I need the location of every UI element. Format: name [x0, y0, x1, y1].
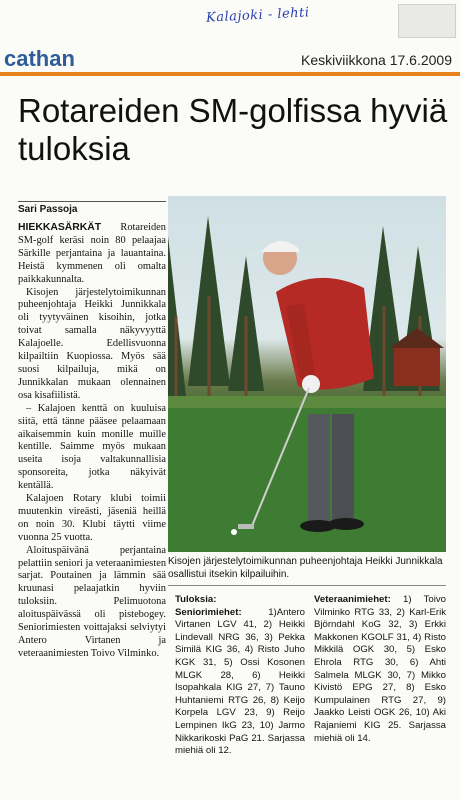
- veterans-results: 1) Toivo Vilminko RTG 33, 2) Karl-Erik Björndahl KoG 32, 3) Erkki Makkonen KGOLF 31, 4) Risto Mikkilä OGK 30, 5) Esko Ehrola RTG 30, 6) Ahti Salmela MLGK 30, 7) Mikko Kivistö EPG 27, 8) Esko Kumpulainen RTG 27, 9) Jaakko Leisti OGK 26, 10) Aki Rajaniemi KIG 25. Sarjassa miehiä oli 14.: [314, 594, 447, 744]
- seniors-label: Seniorimiehet:: [175, 606, 242, 618]
- body-paragraph: Aloituspäivänä perjantaina pelattiin seniori ja veteraanimiesten sarjat. Poutainen ja lämmin sää kruunasi pelaajatkin hyviin tuloksiin. Pelimuotona aloituspäivässä oli pistebogey. Seniorimiesten voittajaksi selviytyi Antero Virtanen ja veteraanimiesten Toivo Vilminko.: [18, 544, 167, 659]
- lead-text: Rotareiden SM-golf keräsi noin 80 pelaajaa Särkille perjantaina ja lauantaina. Heistä kymmenen oli omalta paikkakunnalta.: [18, 222, 166, 285]
- results-seniors: [175, 594, 305, 758]
- publication-date: Keskiviikkona 17.6.2009: [301, 52, 452, 68]
- photo-caption: Kisojen järjestelytoimikunnan puheenjohtaja Heikki Junnikkala osallistui itsekin kilpailuihin.: [168, 556, 443, 580]
- byline: Sari Passoja: [18, 201, 166, 215]
- veterans-label: Veteraanimiehet:: [314, 594, 391, 605]
- paper-name: cathan: [4, 46, 75, 71]
- results-heading: Tuloksia:: [175, 594, 217, 605]
- lead-paragraph: [18, 222, 166, 287]
- masthead: [0, 44, 460, 76]
- seniors-results: 1)Antero Virtanen LGV 41, 2) Heikki Lindevall NRG 36, 3) Pekka Similä KIG 36, 4) Risto Juho KGK 31, 5) Ossi Kosonen MLGK 28, 6) Heikki Isopahkala KIG 27, 7) Tauno Huhtaniemi RTG 26, 8) Keijo Korpela LGV 23, 9) Reijo Lempinen IkG 23, 10) Jarmo Nikkarikoski PaG 21. Sarjassa miehiä oli 12.: [175, 606, 305, 757]
- dateline: HIEKKASÄRKÄT: [18, 222, 102, 233]
- neighbouring-clipping-fragment: [398, 4, 456, 38]
- results-veterans: [314, 594, 446, 745]
- body-paragraph: Kalajoen Rotary klubi toimii muutenkin vireästi, jäseniä heillä on noin 30. Klubi täytti viime vuonna 25 vuotta.: [18, 493, 166, 543]
- results-divider: [168, 585, 446, 586]
- article-body: [18, 222, 166, 661]
- body-paragraph: Kisojen järjestelytoimikunnan puheenjohtaja Heikki Junnikkala oli tyytyväinen kisoihin, jotka toivat samalla näkyvyyttä Kalajoelle. Edellisvuonna kilpailtiin Kuopiossa. Myös sää suosi kilpailuja, mikä on Junnikkalan mukaan olennainen osa kisafiilistä.: [18, 286, 166, 401]
- golfer-photo: [168, 196, 446, 552]
- handwritten-note: Kalajoki - lehti: [205, 5, 310, 26]
- golfer-photo-illustration: [168, 196, 446, 552]
- body-paragraph: – Kalajoen kenttä on kuuluisa siitä, että tänne pääsee pelaamaan aikaisemmin kuin monille muille kentille. Saimme myös mukaan useita isoja valtakunnallisia sponsoreita, jotka näkyivät kentällä.: [18, 402, 166, 492]
- headline: Rotareiden SM-golfissa hyviä tuloksia: [18, 92, 448, 167]
